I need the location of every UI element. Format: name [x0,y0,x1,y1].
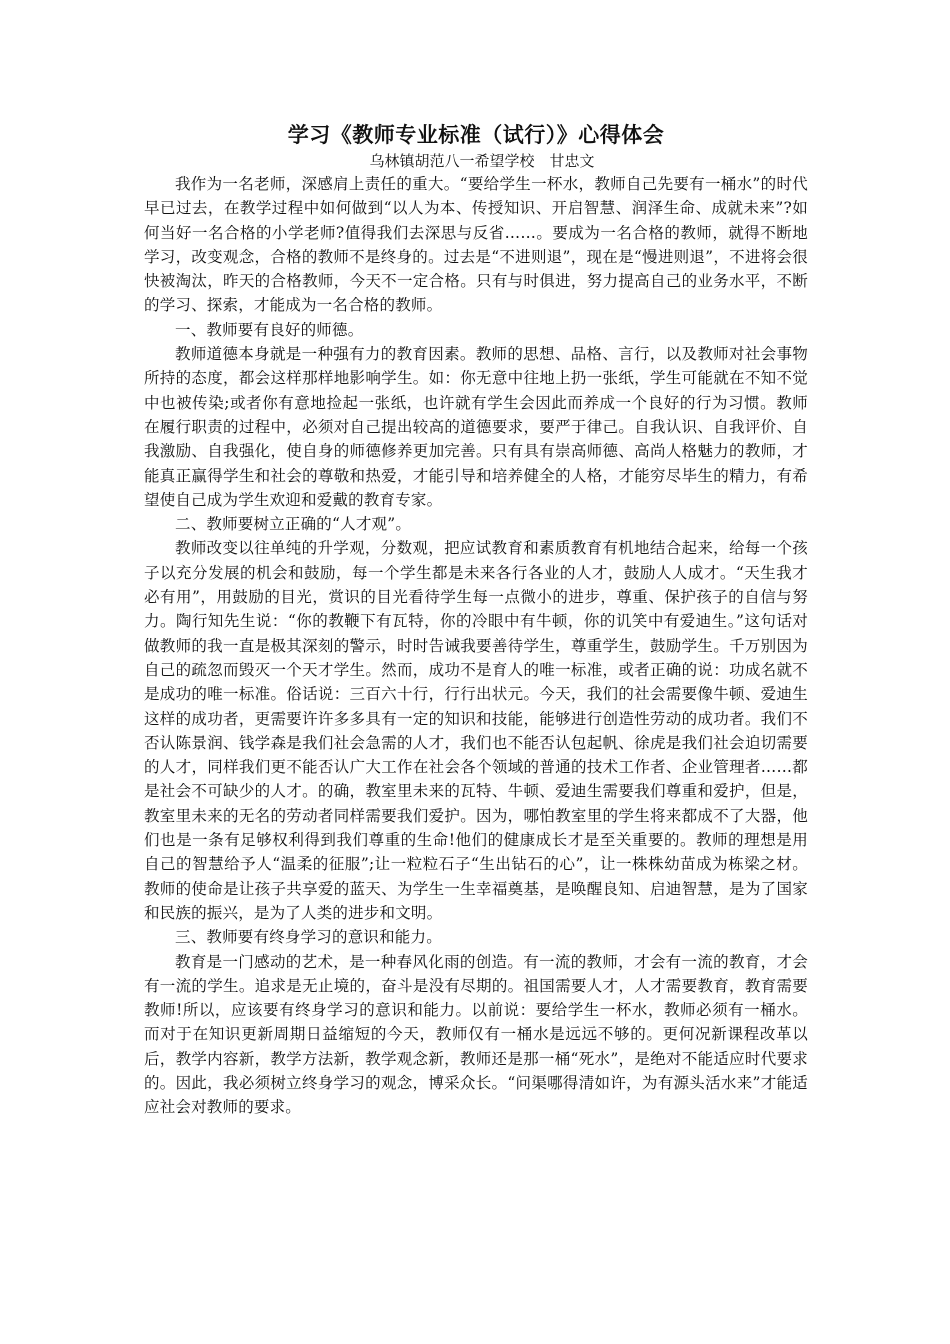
body-paragraph-1: 教师道德本身就是一种强有力的教育因素。教师的思想、品格、言行，以及教师对社会事物所持的态度，都会这样那样地影响学生。如：你无意中往地上扔一张纸，学生可能就在不知不觉中也被传染;或者你有意地捡起一张纸，也许就有学生会因此而养成一个良好的行为习惯。教师在履行职责的过程中，必须对自己提出较高的道德要求，要严于律己。自我认识、自我评价、自我激励、自我强化，使自身的师德修养更加完善。只有具有崇高师德、高尚人格魅力的教师，才能真正赢得学生和社会的尊敬和热爱，才能引导和培养健全的人格，才能穷尽毕生的精力，有希望使自己成为学生欢迎和爱戴的教育专家。 [144,345,808,509]
document-page [144,120,808,1120]
section-heading-3: 三、教师要有终身学习的意识和能力。 [175,928,442,947]
intro-paragraph: 我作为一名老师，深感肩上责任的重大。“要给学生一杯水，教师自己先要有一桶水”的时代早已过去，在教学过程中如何做到“以人为本、传授知识、开启智慧、润泽生命、成就未来”?如何当好一名合格的小学老师?值得我们去深思与反省……。要成为一名合格的教师，就得不断地学习，改变观念，合格的教师不是终身的。过去是“不进则退”，现在是“慢进则退”，不进将会很快被淘汰，昨天的合格教师，今天不一定合格。只有与时俱进，努力提高自己的业务水平，不断的学习、探索，才能成为一名合格的教师。 [144,175,808,315]
section-heading-2: 二、教师要树立正确的“人才观”。 [175,515,412,534]
document-title: 学习《教师专业标准（试行）》心得体会 [287,123,665,147]
body-paragraph-2: 教师改变以往单纯的升学观，分数观，把应试教育和素质教育有机地结合起来，给每一个孩子以充分发展的机会和鼓励，每一个学生都是未来各行各业的人才，鼓励人人成才。“天生我才必有用”，用鼓励的目光，赏识的目光看待学生每一点微小的进步，尊重、保护孩子的自信与努力。陶行知先生说：“你的教鞭下有瓦特，你的冷眼中有牛顿，你的讥笑中有爱迪生。”这句话对做教师的我一直是极其深刻的警示，时时告诫我要善待学生，尊重学生，鼓励学生。千万别因为自己的疏忽而毁灭一个天才学生。然而，成功不是育人的唯一标准，或者正确的说：功成名就不是成功的唯一标准。俗话说：三百六十行，行行出状元。今天，我们的社会需要像牛顿、爱迪生这样的成功者，更需要许许多多具有一定的知识和技能，能够进行创造性劳动的成功者。我们不否认陈景润、钱学森是我们社会急需的人才，我们也不能否认包起帆、徐虎是我们社会迫切需要的人才，同样我们更不能否认广大工作在社会各个领域的普通的技术工作者、企业管理者……都是社会不可缺少的人才。的确，教室里未来的瓦特、牛顿、爱迪生需要我们尊重和爱护，但是，教室里未来的无名的劳动者同样需要我们爱护。因为，哪怕教室里的学生将来都成不了大器，他们也是一条有足够权利得到我们尊重的生命!他们的健康成长才是至关重要的。教师的理想是用自己的智慧给予人“温柔的征服”;让一粒粒石子“生出钻石的心”，让一株株幼苗成为栋梁之材。教师的使命是让孩子共享爱的蓝天、为学生一生幸福奠基，是唤醒良知、启迪智慧，是为了国家和民族的振兴，是为了人类的进步和文明。 [144,539,808,922]
section-heading-1: 一、教师要有良好的师德。 [175,320,364,339]
body-paragraph-3: 教育是一门感动的艺术，是一种春风化雨的创造。有一流的教师，才会有一流的教育，才会有一流的学生。追求是无止境的，奋斗是没有尽期的。祖国需要人才，人才需要教育，教育需要教师!所以，应该要有终身学习的意识和能力。以前说：要给学生一杯水，教师必须有一桶水。而对于在知识更新周期日益缩短的今天，教师仅有一桶水是远远不够的。更何况新课程改革以后，教学内容新，教学方法新，教学观念新，教师还是那一桶“死水”，是绝对不能适应时代要求的。因此，我必须树立终身学习的观念，博采众长。“问渠哪得清如许，为有源头活水来”才能适应社会对教师的要求。 [144,952,808,1117]
author-line: 乌林镇胡范八一希望学校 甘忠文 [369,152,595,170]
